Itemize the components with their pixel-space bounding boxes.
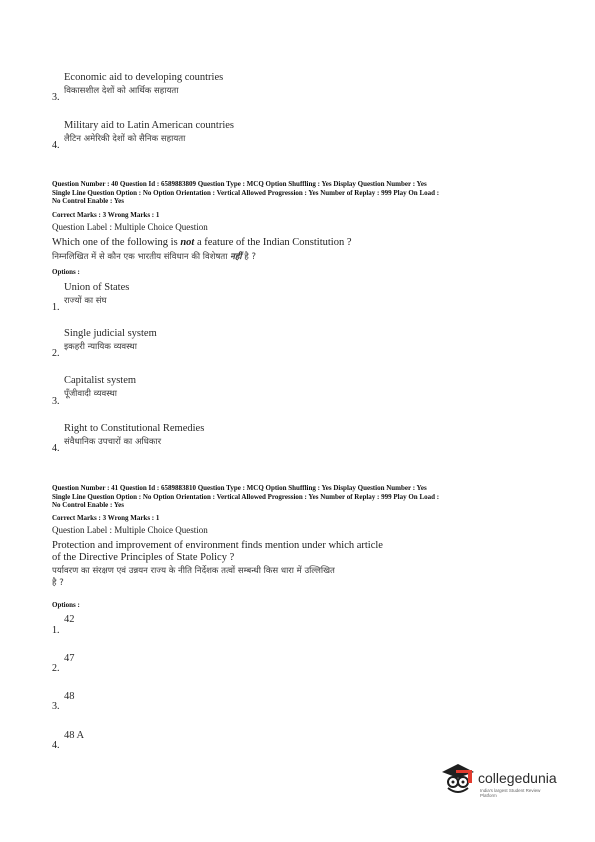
q40-option-3-en: Capitalist system: [64, 375, 137, 386]
q40-option-1-number: 1.: [52, 302, 60, 313]
q41-option-1-number: 1.: [52, 625, 60, 636]
prev-option-4-number: 4.: [52, 140, 60, 151]
q40-option-1-en: Union of States: [64, 282, 130, 293]
prev-option-3-en: Economic aid to developing countries: [64, 72, 224, 83]
q40-meta-line1: Question Number : 40 Question Id : 6589883809 Question Type : MCQ Option Shuffling : Yes Display Question Number : Yes: [52, 180, 427, 188]
q40-text-after: a feature of the Indian Constitution ?: [194, 237, 352, 248]
q41-option-4-number: 4.: [52, 740, 60, 751]
q40-meta-line2: Single Line Question Option : No Option Orientation : Vertical Allowed Progression : Yes Number of Replay : 999 Play On Load :: [52, 188, 440, 197]
prev-option-3-hi: विकासशील देशों को आर्थिक सहायता: [64, 86, 179, 96]
q40-hi-emphasis: नहीं: [230, 252, 242, 262]
q41-option-3-value: 48: [64, 691, 75, 702]
q40-hi-before: निम्नलिखित में से कौन एक भारतीय संविधान की विशेषता: [52, 252, 231, 262]
q41-option-2-value: 47: [64, 653, 75, 664]
q41-meta-line2: Single Line Question Option : No Option Orientation : Vertical Allowed Progression : Yes Number of Replay : 999 Play On Load :: [52, 492, 440, 501]
mascot-icon: [438, 760, 476, 798]
q41-marks: Correct Marks : 3 Wrong Marks : 1: [52, 514, 160, 522]
q40-option-2-hi: इकहरी न्यायिक व्यवस्था: [64, 342, 137, 352]
q41-option-1-value: 42: [64, 614, 75, 625]
q41-options-heading: Options :: [52, 601, 80, 609]
q41-question-text: [52, 540, 383, 564]
q40-question-text-hi: [52, 251, 256, 263]
q41-option-2-number: 2.: [52, 663, 60, 674]
q41-question-text-hi: [52, 565, 335, 589]
q40-option-2-number: 2.: [52, 348, 60, 359]
prev-option-4-en: Military aid to Latin American countries: [64, 120, 234, 131]
q40-question-label: Question Label : Multiple Choice Question: [52, 222, 208, 232]
logo-tagline: India's largest Student Review Platform: [480, 788, 541, 798]
q41-meta-line3: No Control Enable : Yes: [52, 501, 124, 509]
q41-text-line2: of the Directive Principles of State Policy ?: [52, 552, 235, 563]
q40-meta: [52, 180, 552, 206]
collegedunia-logo: [438, 760, 558, 800]
q40-hi-after: है ?: [241, 252, 257, 262]
q40-options-heading: Options :: [52, 268, 80, 276]
q40-option-4-number: 4.: [52, 443, 60, 454]
q40-option-2-en: Single judicial system: [64, 328, 157, 339]
q40-option-3-hi: पूँजीवादी व्यवस्था: [64, 389, 118, 399]
q40-option-4-hi: संवैधानिक उपचारों का अधिकार: [64, 437, 162, 447]
q40-text-emphasis: not: [180, 237, 195, 248]
q41-option-4-value: 48 A: [64, 730, 85, 741]
q41-question-label: Question Label : Multiple Choice Question: [52, 525, 208, 535]
q41-text-line1: Protection and improvement of environment finds mention under which article: [52, 540, 383, 551]
q40-text-before: Which one of the following is: [52, 237, 181, 248]
q40-option-1-hi: राज्यों का संघ: [64, 296, 107, 306]
q40-option-3-number: 3.: [52, 396, 60, 407]
logo-name: collegedunia: [478, 770, 557, 786]
prev-option-4-hi: लैटिन अमेरिकी देशों को सैनिक सहायता: [64, 134, 186, 144]
q41-hi-line2: है ?: [52, 578, 64, 588]
q40-question-text: [52, 237, 352, 249]
q40-marks: Correct Marks : 3 Wrong Marks : 1: [52, 211, 160, 219]
q41-hi-line1: पर्यावरण का संरक्षण एवं उन्नयन राज्य के नीति निर्देशक तत्वों सम्बन्धी किस धारा में उल्लिखित: [52, 566, 335, 576]
q41-option-3-number: 3.: [52, 701, 60, 712]
q40-meta-line3: No Control Enable : Yes: [52, 197, 124, 205]
q41-meta-line1: Question Number : 41 Question Id : 6589883810 Question Type : MCQ Option Shuffling : Yes Display Question Number : Yes: [52, 484, 427, 492]
q40-option-4-en: Right to Constitutional Remedies: [64, 423, 205, 434]
prev-option-3-number: 3.: [52, 92, 60, 103]
q41-meta: [52, 484, 552, 510]
